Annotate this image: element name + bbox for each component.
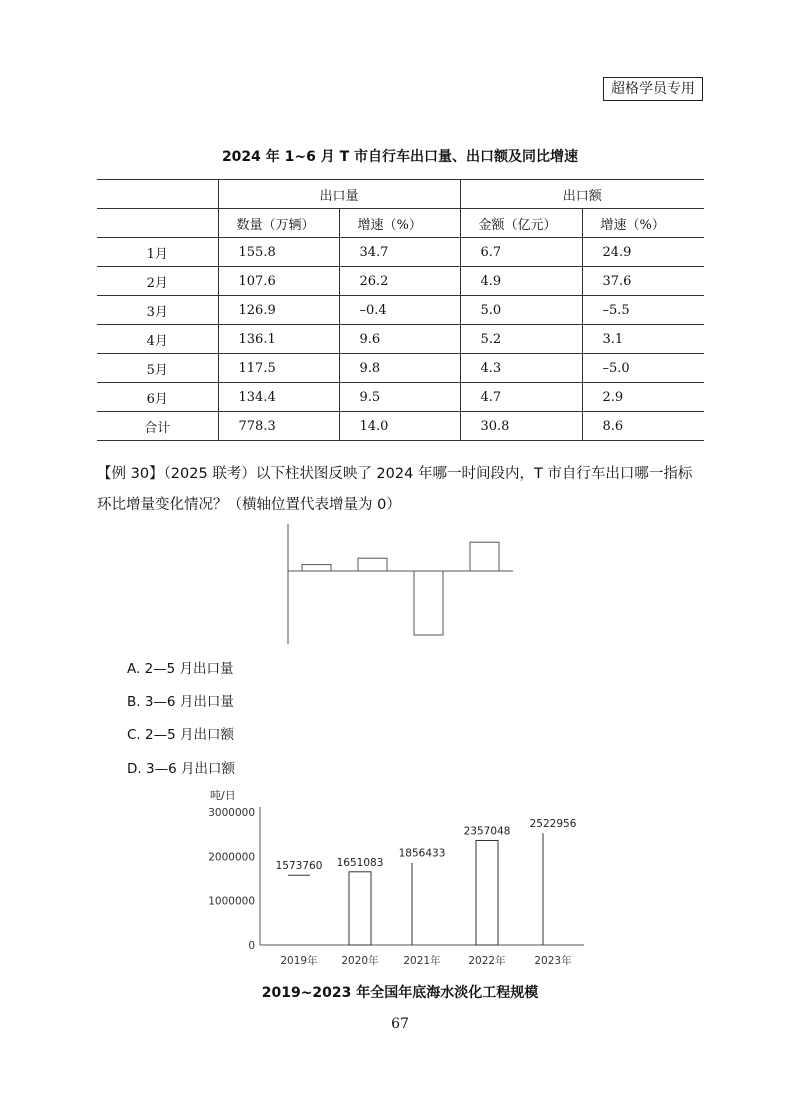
table-header-empty bbox=[97, 180, 218, 209]
table-row bbox=[97, 383, 704, 412]
chart2-y-tick-label: 2000000 bbox=[208, 851, 255, 864]
cell-volume-growth: 9.5 bbox=[339, 383, 460, 412]
chart2-bar bbox=[476, 841, 498, 945]
chart2-x-tick-label: 2022年 bbox=[468, 955, 506, 967]
option-b[interactable]: B. 3—6 月出口量 bbox=[127, 694, 234, 710]
cell-volume-growth: 34.7 bbox=[339, 238, 460, 267]
page-number: 67 bbox=[391, 1016, 409, 1032]
cell-volume: 136.1 bbox=[218, 325, 339, 354]
row-label: 1月 bbox=[97, 238, 218, 267]
row-label: 4月 bbox=[97, 325, 218, 354]
header-export-amount: 出口额 bbox=[460, 180, 704, 209]
member-only-badge: 超格学员专用 bbox=[603, 77, 703, 101]
cell-amount: 6.7 bbox=[460, 238, 582, 267]
question-text: （2025 联考）以下柱状图反映了 2024 年哪一时间段内，T 市自行车出口哪一指标环比增量变化情况？（横轴位置代表增量为 0） bbox=[97, 466, 693, 513]
chart2-bar bbox=[349, 872, 371, 945]
chart2-value-label: 1651083 bbox=[336, 856, 384, 869]
question-stem bbox=[97, 459, 704, 521]
table-row bbox=[97, 325, 704, 354]
cell-volume-growth: 26.2 bbox=[339, 267, 460, 296]
qchart-bar bbox=[414, 571, 443, 635]
chart2-x-tick-label: 2023年 bbox=[534, 955, 572, 967]
subheader-quantity: 数量（万辆） bbox=[218, 209, 339, 238]
chart2-value-label: 2522956 bbox=[529, 818, 577, 831]
cell-amount-growth: 24.9 bbox=[582, 238, 704, 267]
cell-volume-growth: 14.0 bbox=[339, 412, 460, 441]
row-label: 6月 bbox=[97, 383, 218, 412]
chart2-x-tick-label: 2020年 bbox=[341, 955, 379, 967]
table-row bbox=[97, 267, 704, 296]
chart2-value-label: 1856433 bbox=[398, 847, 446, 860]
option-d[interactable]: D. 3—6 月出口额 bbox=[127, 761, 235, 777]
cell-volume-growth: –0.4 bbox=[339, 296, 460, 325]
chart2-y-tick-label: 1000000 bbox=[208, 895, 255, 908]
chart2-value-label: 2357048 bbox=[463, 825, 511, 838]
header-export-volume: 出口量 bbox=[218, 180, 460, 209]
cell-volume: 155.8 bbox=[218, 238, 339, 267]
cell-volume: 134.4 bbox=[218, 383, 339, 412]
qchart-bar bbox=[358, 558, 387, 571]
table-row bbox=[97, 354, 704, 383]
cell-volume: 126.9 bbox=[218, 296, 339, 325]
option-c[interactable]: C. 2—5 月出口额 bbox=[127, 727, 234, 743]
cell-amount: 5.2 bbox=[460, 325, 582, 354]
cell-amount-growth: –5.5 bbox=[582, 296, 704, 325]
cell-amount: 4.3 bbox=[460, 354, 582, 383]
cell-amount: 4.7 bbox=[460, 383, 582, 412]
cell-volume: 778.3 bbox=[218, 412, 339, 441]
chart2-y-tick-label: 0 bbox=[248, 940, 255, 952]
chart2-ylabel: 吨/日 bbox=[210, 789, 236, 802]
cell-volume-growth: 9.8 bbox=[339, 354, 460, 383]
subheader-amount-growth: 增速（%） bbox=[582, 209, 704, 238]
table-row bbox=[97, 238, 704, 267]
cell-volume: 107.6 bbox=[218, 267, 339, 296]
subheader-volume-growth: 增速（%） bbox=[339, 209, 460, 238]
subheader-amount: 金额（亿元） bbox=[460, 209, 582, 238]
chart2-x-tick-label: 2021年 bbox=[403, 955, 441, 967]
table-title: 2024 年 1~6 月 T 市自行车出口量、出口额及同比增速 bbox=[221, 149, 579, 165]
export-data-table bbox=[97, 179, 704, 441]
cell-amount-growth: 37.6 bbox=[582, 267, 704, 296]
chart2-title: 2019~2023 年全国年底海水淡化工程规模 bbox=[261, 985, 539, 1001]
row-label: 3月 bbox=[97, 296, 218, 325]
cell-amount-growth: 2.9 bbox=[582, 383, 704, 412]
desalination-bar-chart bbox=[200, 784, 600, 974]
question-number: 【例 30】 bbox=[97, 466, 164, 482]
table-row bbox=[97, 296, 704, 325]
row-label: 5月 bbox=[97, 354, 218, 383]
question-bar-chart bbox=[280, 524, 520, 646]
row-label: 2月 bbox=[97, 267, 218, 296]
qchart-bar bbox=[302, 565, 331, 571]
cell-amount: 4.9 bbox=[460, 267, 582, 296]
table-subheader-empty bbox=[97, 209, 218, 238]
cell-amount-growth: 8.6 bbox=[582, 412, 704, 441]
cell-volume-growth: 9.6 bbox=[339, 325, 460, 354]
table-header-group-row bbox=[97, 180, 704, 209]
cell-amount: 5.0 bbox=[460, 296, 582, 325]
chart2-x-tick-label: 2019年 bbox=[280, 955, 318, 967]
cell-amount: 30.8 bbox=[460, 412, 582, 441]
chart2-y-tick-label: 3000000 bbox=[208, 807, 255, 819]
qchart-bar bbox=[470, 542, 499, 571]
cell-volume: 117.5 bbox=[218, 354, 339, 383]
cell-amount-growth: –5.0 bbox=[582, 354, 704, 383]
table-row-total bbox=[97, 412, 704, 441]
cell-amount-growth: 3.1 bbox=[582, 325, 704, 354]
row-label: 合计 bbox=[97, 412, 218, 441]
option-a[interactable]: A. 2—5 月出口量 bbox=[127, 661, 234, 677]
table-subheader-row bbox=[97, 209, 704, 238]
chart2-value-label: 1573760 bbox=[275, 860, 323, 873]
